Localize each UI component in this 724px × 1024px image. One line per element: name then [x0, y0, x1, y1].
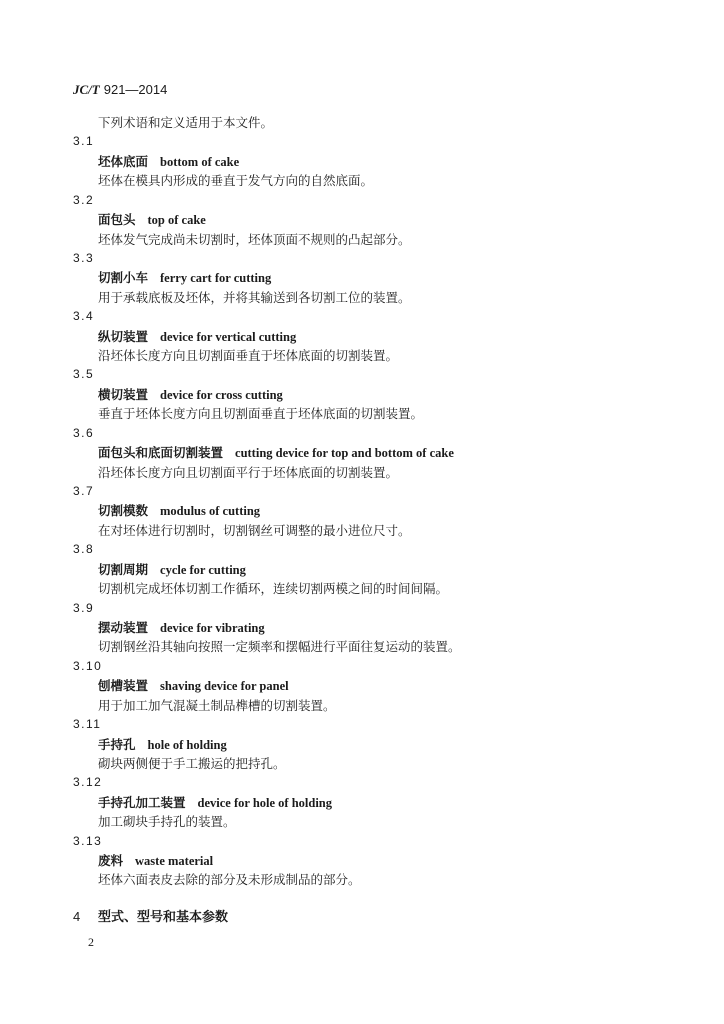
term-en: waste material	[135, 854, 214, 869]
term-title	[0, 560, 724, 579]
term-title	[0, 268, 724, 287]
section-title: 型式、型号和基本参数	[98, 910, 229, 925]
page-number: 2	[88, 935, 94, 949]
term-definition: 在对坯体进行切割时，切割钢丝可调整的最小进位尺寸。	[98, 522, 411, 538]
term-number: 3.7	[73, 484, 95, 499]
term-title	[0, 152, 724, 171]
term-definition: 砌块两侧便于手工搬运的把持孔。	[98, 755, 286, 771]
term-entry	[0, 657, 724, 715]
term-en: shaving device for panel	[160, 679, 289, 694]
term-definition: 加工砌块手持孔的装置。	[98, 814, 236, 830]
term-en: hole of holding	[147, 737, 227, 752]
term-zh: 面包头	[98, 212, 136, 228]
term-en: ferry cart for cutting	[160, 271, 272, 286]
terms-list	[0, 113, 724, 890]
term-definition: 用于加工加气混凝土制品榫槽的切割装置。	[98, 697, 336, 713]
term-zh: 摆动装置	[98, 619, 149, 635]
term-entry	[0, 482, 724, 540]
term-en: device for cross cutting	[160, 387, 283, 402]
term-en: device for hole of holding	[197, 795, 333, 810]
term-zh: 切割小车	[98, 270, 149, 286]
term-zh: 刨槽装置	[98, 678, 149, 694]
term-zh: 手持孔	[98, 736, 136, 752]
term-number: 3.8	[73, 542, 95, 557]
term-entry	[0, 132, 724, 190]
term-number: 3.9	[73, 600, 95, 615]
term-definition: 切割钢丝沿其轴向按照一定频率和摆幅进行平面往复运动的装置。	[98, 639, 461, 655]
term-number: 3.5	[73, 367, 95, 382]
term-definition: 用于承载底板及坯体，并将其输送到各切割工位的装置。	[98, 289, 411, 305]
term-en: device for vertical cutting	[160, 329, 297, 344]
term-definition: 坯体在模具内形成的垂直于发气方向的自然底面。	[98, 173, 374, 189]
term-en: device for vibrating	[160, 620, 265, 635]
term-title	[0, 676, 724, 695]
standard-code: JC/T	[73, 82, 100, 97]
term-number: 3.10	[73, 658, 103, 673]
term-zh: 纵切装置	[98, 328, 149, 344]
term-zh: 横切装置	[98, 386, 149, 402]
term-title	[0, 385, 724, 404]
term-entry	[0, 249, 724, 307]
section-number: 4	[73, 909, 81, 924]
term-number: 3.4	[73, 309, 95, 324]
section-heading	[73, 908, 228, 927]
term-entry	[0, 365, 724, 423]
term-entry	[0, 191, 724, 249]
term-definition: 垂直于坯体长度方向且切割面垂直于坯体底面的切割装置。	[98, 406, 424, 422]
term-number: 3.3	[73, 250, 95, 265]
term-number: 3.13	[73, 833, 103, 848]
term-number: 3.12	[73, 775, 103, 790]
term-number: 3.11	[73, 717, 102, 732]
term-zh: 切割周期	[98, 561, 149, 577]
term-title	[0, 618, 724, 637]
term-title	[0, 501, 724, 520]
term-number: 3.1	[73, 134, 95, 149]
term-entry	[0, 715, 724, 773]
term-definition: 坯体发气完成尚未切割时，坯体顶面不规则的凸起部分。	[98, 231, 411, 247]
term-title	[0, 793, 724, 812]
term-zh: 手持孔加工装置	[98, 794, 186, 810]
term-zh: 面包头和底面切割装置	[98, 445, 224, 461]
term-zh: 切割模数	[98, 503, 149, 519]
term-entry	[0, 773, 724, 831]
term-definition: 沿坯体长度方向且切割面平行于坯体底面的切割装置。	[98, 464, 399, 480]
term-title	[0, 443, 724, 462]
term-zh: 坯体底面	[98, 153, 149, 169]
term-entry	[0, 307, 724, 365]
term-en: modulus of cutting	[160, 504, 261, 519]
term-title	[0, 735, 724, 754]
term-entry	[0, 599, 724, 657]
term-title	[0, 327, 724, 346]
term-en: cutting device for top and bottom of cake	[235, 446, 454, 461]
term-zh: 废料	[98, 853, 124, 869]
term-title	[0, 851, 724, 870]
term-definition: 坯体六面表皮去除的部分及未形成制品的部分。	[98, 872, 361, 888]
standard-number: 921—2014	[103, 82, 168, 97]
term-en: top of cake	[147, 213, 206, 228]
term-entry	[0, 832, 724, 890]
term-title	[0, 210, 724, 229]
standard-header	[73, 81, 167, 100]
term-definition: 沿坯体长度方向且切割面垂直于坯体底面的切割装置。	[98, 348, 399, 364]
term-entry	[0, 540, 724, 598]
term-number: 3.2	[73, 192, 95, 207]
term-number: 3.6	[73, 425, 95, 440]
term-definition: 切割机完成坯体切割工作循环，连续切割两模之间的时间间隔。	[98, 581, 449, 597]
term-en: bottom of cake	[160, 154, 240, 169]
intro-text: 下列术语和定义适用于本文件。	[98, 115, 274, 130]
term-en: cycle for cutting	[160, 562, 246, 577]
term-entry	[0, 424, 724, 482]
